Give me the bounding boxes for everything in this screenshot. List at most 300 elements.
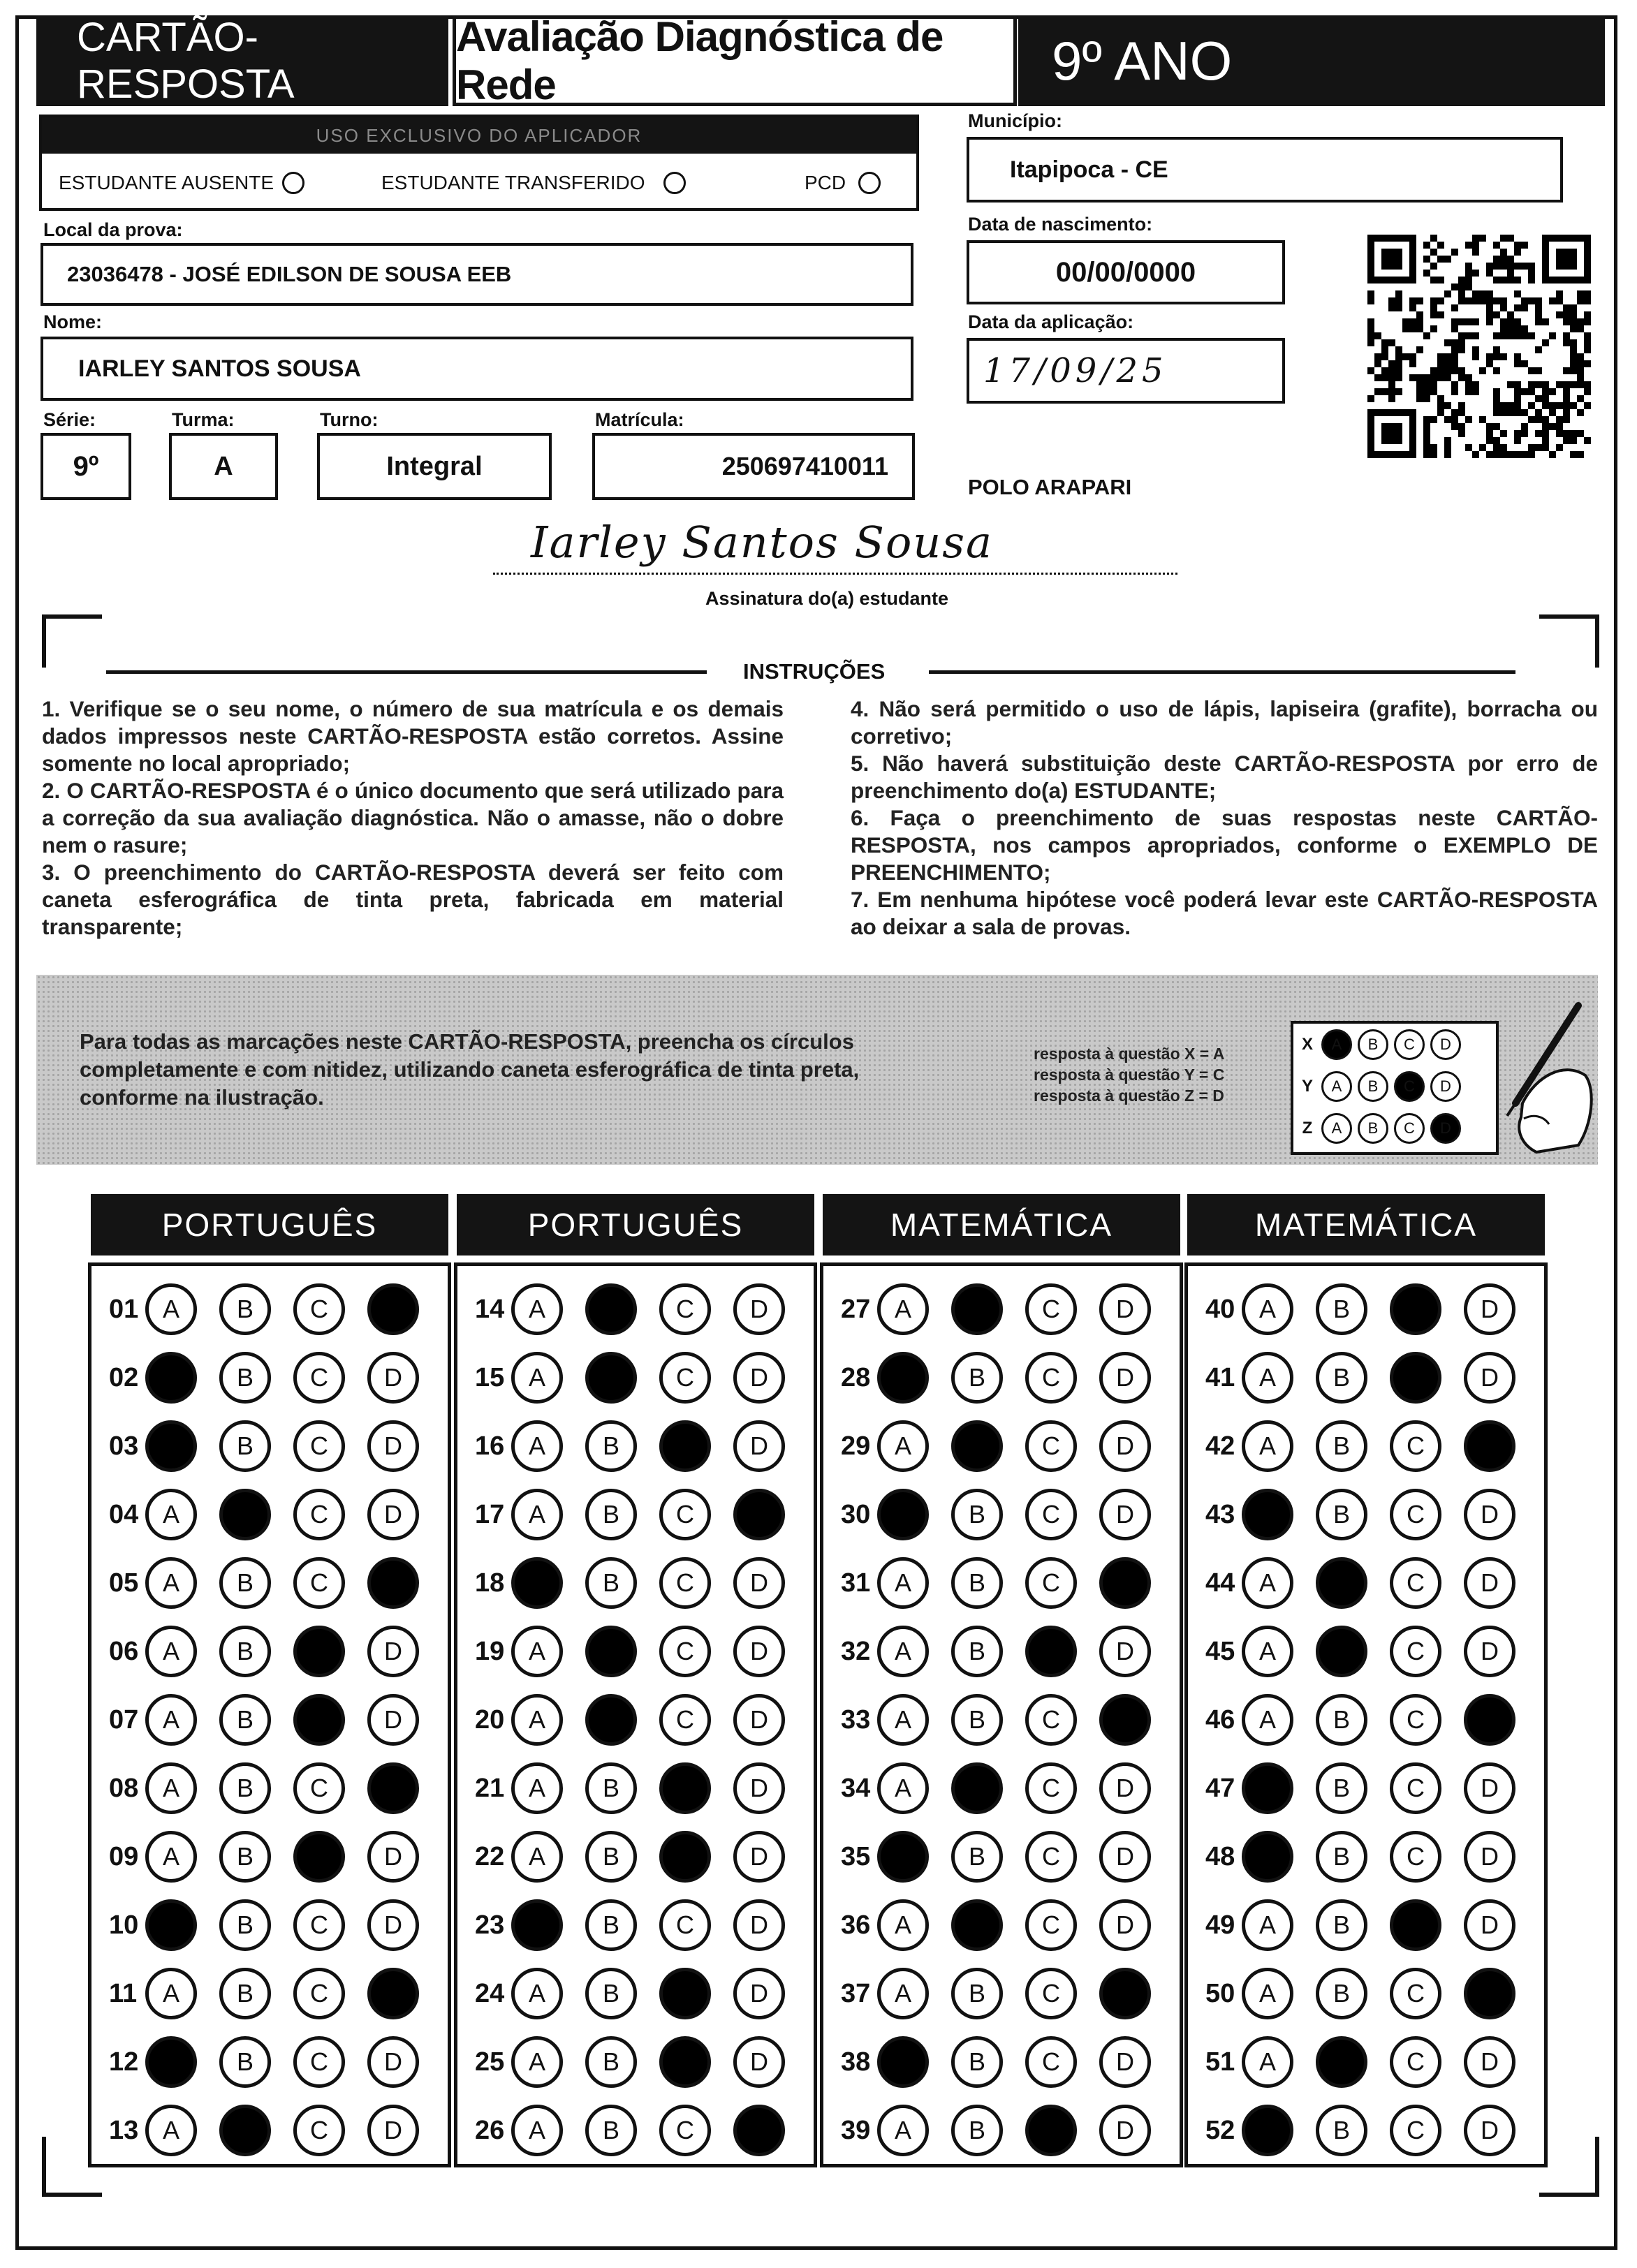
answer-bubble-b[interactable]: B: [1316, 1352, 1367, 1404]
qr-module: [1556, 311, 1563, 318]
answer-bubble-b[interactable]: B: [219, 1626, 271, 1677]
qr-module: [1444, 339, 1451, 346]
answer-bubble-a[interactable]: A: [511, 1557, 563, 1609]
answer-bubble-d[interactable]: D: [1099, 1694, 1151, 1746]
question-row: [1205, 2031, 1538, 2093]
answer-bubble-d[interactable]: D: [1464, 1283, 1515, 1335]
answer-bubble-c[interactable]: C: [1390, 1899, 1441, 1951]
answer-bubble-d[interactable]: D: [1464, 1899, 1515, 1951]
answer-bubble-b[interactable]: B: [1316, 1283, 1367, 1335]
answer-bubble-b[interactable]: B: [219, 2105, 271, 2156]
answer-bubble-b[interactable]: B: [585, 1420, 637, 1472]
answer-bubble-a[interactable]: A: [511, 1899, 563, 1951]
question-row: [1205, 1620, 1538, 1683]
answer-bubble-c[interactable]: C: [1390, 2036, 1441, 2088]
answer-bubble-a[interactable]: A: [877, 2036, 929, 2088]
answer-bubble-a[interactable]: A: [1242, 2036, 1293, 2088]
qr-module: [1556, 297, 1563, 304]
qr-module: [1430, 304, 1437, 311]
legend-item: resposta à questão Y = C: [1034, 1066, 1225, 1084]
answer-bubble-a[interactable]: A: [511, 1626, 563, 1677]
answer-bubble-c[interactable]: C: [293, 1762, 345, 1814]
qr-module: [1563, 416, 1570, 423]
answer-bubble-d[interactable]: D: [367, 1420, 419, 1472]
pcd-option[interactable]: [805, 172, 881, 194]
qr-module: [1500, 249, 1507, 256]
question-row: [841, 1346, 1173, 1409]
question-row: [109, 1620, 441, 1683]
answer-bubble-d[interactable]: D: [1464, 1968, 1515, 2019]
answer-bubble-a[interactable]: A: [1242, 1694, 1293, 1746]
qr-module: [1584, 332, 1591, 339]
answer-bubble-a[interactable]: A: [1242, 1489, 1293, 1540]
qr-module: [1423, 444, 1430, 451]
answer-bubble-a[interactable]: A: [877, 1831, 929, 1883]
qr-module: [1458, 284, 1465, 290]
answer-bubble-a[interactable]: A: [511, 1694, 563, 1746]
answer-bubble-b[interactable]: B: [1316, 1831, 1367, 1883]
answer-bubble-a[interactable]: A: [511, 2036, 563, 2088]
qr-module: [1472, 353, 1479, 360]
answer-bubble-c[interactable]: C: [1025, 1352, 1077, 1404]
answer-bubble-b[interactable]: B: [951, 2036, 1003, 2088]
qr-module: [1563, 367, 1570, 374]
answer-bubble-c[interactable]: C: [293, 2036, 345, 2088]
answer-bubble-c[interactable]: C: [1025, 2036, 1077, 2088]
answer-bubble-a[interactable]: A: [877, 1489, 929, 1540]
answer-bubble-c[interactable]: C: [1390, 1557, 1441, 1609]
answer-bubble-b[interactable]: B: [585, 2105, 637, 2156]
answer-bubble-c[interactable]: C: [1390, 1694, 1441, 1746]
answer-bubble-b[interactable]: B: [951, 1283, 1003, 1335]
answer-bubble-a[interactable]: A: [511, 2105, 563, 2156]
answer-bubble-b[interactable]: B: [1316, 1762, 1367, 1814]
answer-bubble-a[interactable]: A: [877, 1626, 929, 1677]
answer-bubble-c[interactable]: C: [1390, 1762, 1441, 1814]
answer-bubble-d[interactable]: D: [1099, 1420, 1151, 1472]
answer-bubble-c[interactable]: C: [659, 1626, 711, 1677]
answer-bubble-d[interactable]: D: [1099, 1831, 1151, 1883]
qr-module: [1584, 360, 1591, 367]
answer-bubble-a[interactable]: A: [1242, 2105, 1293, 2156]
question-number: 24: [475, 1978, 505, 2008]
question-number: 21: [475, 1773, 505, 1803]
answer-bubble-d[interactable]: D: [1099, 1899, 1151, 1951]
answer-bubble-d[interactable]: D: [367, 1694, 419, 1746]
question-row: [475, 2031, 807, 2093]
answer-bubble-a[interactable]: A: [511, 1489, 563, 1540]
answer-bubble-a[interactable]: A: [511, 1420, 563, 1472]
question-number: 08: [109, 1773, 139, 1803]
answer-bubble-d[interactable]: D: [1464, 1489, 1515, 1540]
qr-module: [1570, 360, 1577, 367]
question-number: 17: [475, 1499, 505, 1529]
answer-bubble-c[interactable]: C: [293, 1352, 345, 1404]
answer-bubble-b[interactable]: B: [219, 1694, 271, 1746]
answer-bubble-b[interactable]: B: [1316, 1420, 1367, 1472]
qr-module: [1577, 430, 1584, 437]
example-question-letter: Y: [1301, 1077, 1313, 1096]
qr-module: [1535, 395, 1542, 402]
answer-bubble-a[interactable]: A: [1242, 1762, 1293, 1814]
answer-bubble-c[interactable]: C: [1025, 1420, 1077, 1472]
question-row: [1205, 1415, 1538, 1478]
qr-module: [1374, 332, 1381, 339]
qr-module: [1458, 346, 1465, 353]
qr-module: [1521, 263, 1528, 270]
qr-module: [1472, 270, 1479, 277]
example-bubble-b: B: [1358, 1071, 1388, 1102]
answer-bubble-b[interactable]: B: [1316, 1899, 1367, 1951]
answer-bubble-b[interactable]: B: [585, 1626, 637, 1677]
answer-bubble-a[interactable]: A: [145, 2036, 197, 2088]
answer-bubble-b[interactable]: B: [585, 1694, 637, 1746]
example-bubble-a: A: [1321, 1071, 1352, 1102]
answer-bubble-c[interactable]: C: [659, 1489, 711, 1540]
answer-bubble-c[interactable]: C: [1025, 1694, 1077, 1746]
answer-bubble-c[interactable]: C: [1390, 1489, 1441, 1540]
answer-bubble-d[interactable]: D: [367, 1899, 419, 1951]
qr-module: [1542, 430, 1549, 437]
answer-bubble-a[interactable]: A: [877, 1899, 929, 1951]
answer-bubble-c[interactable]: C: [293, 1283, 345, 1335]
qr-module: [1549, 451, 1556, 458]
answer-bubble-b[interactable]: B: [1316, 2036, 1367, 2088]
qr-module: [1542, 318, 1549, 325]
answer-bubble-c[interactable]: C: [1390, 2105, 1441, 2156]
answer-bubble-d[interactable]: D: [367, 1626, 419, 1677]
instructions-right: [851, 695, 1598, 941]
answer-bubble-b[interactable]: B: [1316, 1694, 1367, 1746]
qr-module: [1423, 270, 1430, 277]
qr-module: [1493, 367, 1500, 374]
answer-bubble-c[interactable]: C: [1390, 1283, 1441, 1335]
answer-bubble-b[interactable]: B: [951, 1831, 1003, 1883]
answer-bubble-d[interactable]: D: [367, 2036, 419, 2088]
answer-bubble-d[interactable]: D: [1099, 2105, 1151, 2156]
question-row: [1205, 1346, 1538, 1409]
qr-module: [1367, 318, 1374, 325]
answer-bubble-c[interactable]: C: [293, 1831, 345, 1883]
answer-bubble-d[interactable]: D: [733, 1626, 785, 1677]
answer-bubble-b[interactable]: B: [219, 1420, 271, 1472]
answer-bubble-c[interactable]: C: [1025, 1489, 1077, 1540]
answer-bubble-c[interactable]: C: [293, 2105, 345, 2156]
answer-bubble-c[interactable]: C: [293, 1489, 345, 1540]
qr-module: [1556, 430, 1563, 437]
answer-bubble-d[interactable]: D: [733, 1899, 785, 1951]
answer-bubble-d[interactable]: D: [367, 1762, 419, 1814]
qr-module: [1521, 325, 1528, 332]
answer-bubble-d[interactable]: D: [367, 1831, 419, 1883]
answer-bubble-a[interactable]: A: [145, 1489, 197, 1540]
answer-bubble-b[interactable]: B: [585, 2036, 637, 2088]
answer-bubble-b[interactable]: B: [951, 1557, 1003, 1609]
answer-bubble-d[interactable]: D: [733, 1352, 785, 1404]
answer-bubble-c[interactable]: C: [1025, 1968, 1077, 2019]
qr-module: [1493, 388, 1500, 395]
answer-bubble-c[interactable]: C: [1390, 1420, 1441, 1472]
answer-bubble-b[interactable]: B: [951, 1694, 1003, 1746]
answer-bubble-b[interactable]: B: [951, 1489, 1003, 1540]
answer-bubble-d[interactable]: D: [733, 1968, 785, 2019]
qr-module: [1493, 395, 1500, 402]
qr-module: [1563, 304, 1570, 311]
answer-bubble-b[interactable]: B: [951, 1899, 1003, 1951]
answer-bubble-c[interactable]: C: [1025, 2105, 1077, 2156]
answer-bubble-b[interactable]: B: [219, 1899, 271, 1951]
answer-bubble-d[interactable]: D: [1464, 1557, 1515, 1609]
answer-bubble-a[interactable]: A: [145, 1694, 197, 1746]
answer-bubble-c[interactable]: C: [1025, 1557, 1077, 1609]
answer-bubble-b[interactable]: B: [585, 1489, 637, 1540]
answer-bubble-a[interactable]: A: [1242, 1420, 1293, 1472]
answer-bubble-d[interactable]: D: [1099, 1762, 1151, 1814]
answer-bubble-b[interactable]: B: [585, 1899, 637, 1951]
answer-bubble-d[interactable]: D: [1464, 1626, 1515, 1677]
qr-module: [1535, 409, 1542, 416]
answer-bubble-a[interactable]: A: [877, 2105, 929, 2156]
answer-bubble-c[interactable]: C: [1025, 1831, 1077, 1883]
answer-bubble-b[interactable]: B: [1316, 1489, 1367, 1540]
answer-bubble-d[interactable]: D: [1099, 1968, 1151, 2019]
answer-bubble-a[interactable]: A: [511, 1831, 563, 1883]
answer-bubble-c[interactable]: C: [293, 1557, 345, 1609]
qr-module: [1507, 263, 1514, 270]
answer-bubble-a[interactable]: A: [145, 1352, 197, 1404]
answer-bubble-c[interactable]: C: [293, 1899, 345, 1951]
answer-bubble-c[interactable]: C: [293, 1626, 345, 1677]
answer-bubble-a[interactable]: A: [1242, 1283, 1293, 1335]
answer-bubble-c[interactable]: C: [293, 1968, 345, 2019]
answer-bubble-a[interactable]: A: [145, 1283, 197, 1335]
transferred-circle[interactable]: [663, 172, 686, 194]
answer-bubble-d[interactable]: D: [1464, 1831, 1515, 1883]
answer-bubble-a[interactable]: A: [877, 1968, 929, 2019]
answer-bubble-d[interactable]: D: [733, 1557, 785, 1609]
qr-module: [1563, 402, 1570, 409]
answer-bubble-d[interactable]: D: [367, 1557, 419, 1609]
class-label: Turma:: [172, 409, 235, 430]
answer-bubble-b[interactable]: B: [585, 1352, 637, 1404]
answer-bubble-c[interactable]: C: [1025, 1762, 1077, 1814]
answer-bubble-b[interactable]: B: [1316, 1557, 1367, 1609]
qr-module: [1416, 297, 1423, 304]
qr-module: [1472, 235, 1479, 242]
answer-bubble-a[interactable]: A: [145, 2105, 197, 2156]
qr-module: [1570, 381, 1577, 388]
qr-module: [1444, 256, 1451, 263]
answer-bubble-b[interactable]: B: [219, 1283, 271, 1335]
answer-bubble-d[interactable]: D: [733, 2036, 785, 2088]
answer-bubble-d[interactable]: D: [733, 1831, 785, 1883]
answer-bubble-b[interactable]: B: [219, 1762, 271, 1814]
answer-bubble-c[interactable]: C: [659, 2105, 711, 2156]
answer-bubble-d[interactable]: D: [733, 2105, 785, 2156]
qr-module: [1381, 249, 1402, 270]
answer-bubble-d[interactable]: D: [1464, 2036, 1515, 2088]
answer-bubble-c[interactable]: C: [659, 1899, 711, 1951]
qr-module: [1430, 311, 1437, 318]
answer-bubble-d[interactable]: D: [1099, 1557, 1151, 1609]
question-number: 20: [475, 1704, 505, 1735]
answer-bubble-b[interactable]: B: [951, 1968, 1003, 2019]
answer-bubble-a[interactable]: A: [877, 1420, 929, 1472]
qr-module: [1493, 451, 1500, 458]
answer-bubble-a[interactable]: A: [145, 1626, 197, 1677]
qr-module: [1542, 444, 1549, 451]
answer-bubble-d[interactable]: D: [1464, 1420, 1515, 1472]
answer-bubble-a[interactable]: A: [1242, 1968, 1293, 2019]
answer-bubble-b[interactable]: B: [951, 2105, 1003, 2156]
qr-module: [1374, 388, 1381, 395]
hand-pen-icon: [1474, 999, 1599, 1166]
corner-bracket-bottom-right: [1539, 2137, 1599, 2197]
answer-bubble-d[interactable]: D: [1464, 1694, 1515, 1746]
qr-module: [1556, 381, 1563, 388]
answer-bubble-c[interactable]: C: [293, 1694, 345, 1746]
answer-bubble-d[interactable]: D: [1099, 1352, 1151, 1404]
answer-bubble-d[interactable]: D: [733, 1489, 785, 1540]
answer-bubble-b[interactable]: B: [585, 1831, 637, 1883]
question-number: 27: [841, 1294, 871, 1324]
answer-bubble-d[interactable]: D: [367, 2105, 419, 2156]
answer-bubble-b[interactable]: B: [219, 1557, 271, 1609]
answer-bubble-a[interactable]: A: [145, 1420, 197, 1472]
answer-bubble-a[interactable]: A: [1242, 1352, 1293, 1404]
answer-bubble-c[interactable]: C: [1390, 1968, 1441, 2019]
answer-bubble-c[interactable]: C: [293, 1420, 345, 1472]
answer-bubble-b[interactable]: B: [1316, 1968, 1367, 2019]
answer-bubble-c[interactable]: C: [1025, 1283, 1077, 1335]
corner-bracket-top-left: [42, 614, 102, 668]
qr-module: [1528, 263, 1535, 270]
qr-module: [1500, 430, 1507, 437]
answer-bubble-d[interactable]: D: [733, 1762, 785, 1814]
answer-bubble-a[interactable]: A: [511, 1283, 563, 1335]
qr-module: [1500, 304, 1507, 311]
qr-module: [1395, 353, 1402, 360]
answer-bubble-a[interactable]: A: [145, 1557, 197, 1609]
answer-bubble-c[interactable]: C: [1025, 1626, 1077, 1677]
answer-bubble-c[interactable]: C: [659, 1420, 711, 1472]
answer-bubble-b[interactable]: B: [219, 2036, 271, 2088]
answer-bubble-c[interactable]: C: [1390, 1831, 1441, 1883]
answer-bubble-b[interactable]: B: [951, 1352, 1003, 1404]
absent-circle[interactable]: [282, 172, 304, 194]
question-number: 06: [109, 1636, 139, 1666]
answer-bubble-d[interactable]: D: [367, 1968, 419, 2019]
answer-bubble-d[interactable]: D: [367, 1489, 419, 1540]
answer-bubble-a[interactable]: A: [1242, 1899, 1293, 1951]
answer-bubble-a[interactable]: A: [511, 1762, 563, 1814]
answer-bubble-a[interactable]: A: [1242, 1557, 1293, 1609]
answer-bubble-a[interactable]: A: [877, 1352, 929, 1404]
absent-option[interactable]: [59, 172, 304, 194]
answer-bubble-c[interactable]: C: [659, 1283, 711, 1335]
answer-bubble-a[interactable]: A: [877, 1762, 929, 1814]
fill-example-grid: [1291, 1021, 1499, 1155]
answer-bubble-b[interactable]: B: [219, 1489, 271, 1540]
qr-module: [1577, 395, 1584, 402]
example-bubble-c: C: [1394, 1113, 1425, 1144]
answer-bubble-b[interactable]: B: [1316, 1626, 1367, 1677]
answer-bubble-c[interactable]: C: [659, 1557, 711, 1609]
answer-bubble-d[interactable]: D: [1464, 1762, 1515, 1814]
answer-bubble-c[interactable]: C: [659, 1762, 711, 1814]
answer-bubble-a[interactable]: A: [145, 1899, 197, 1951]
answer-bubble-a[interactable]: A: [1242, 1626, 1293, 1677]
answer-bubble-d[interactable]: D: [733, 1694, 785, 1746]
answer-bubble-a[interactable]: A: [145, 1762, 197, 1814]
transferred-option[interactable]: [381, 172, 686, 194]
answer-bubble-b[interactable]: B: [951, 1762, 1003, 1814]
answer-bubble-d[interactable]: D: [1099, 1626, 1151, 1677]
answer-bubble-a[interactable]: A: [511, 1968, 563, 2019]
answer-bubble-c[interactable]: C: [1390, 1352, 1441, 1404]
answer-bubble-d[interactable]: D: [733, 1420, 785, 1472]
answer-bubble-d[interactable]: D: [1099, 1489, 1151, 1540]
answer-bubble-a[interactable]: A: [877, 1557, 929, 1609]
qr-module: [1423, 332, 1430, 339]
answer-bubble-c[interactable]: C: [659, 1694, 711, 1746]
answer-bubble-c[interactable]: C: [659, 1831, 711, 1883]
answer-bubble-a[interactable]: A: [511, 1352, 563, 1404]
qr-module: [1409, 325, 1416, 332]
qr-module: [1514, 402, 1521, 409]
example-question-letter: Z: [1302, 1119, 1313, 1137]
answer-bubble-b[interactable]: B: [585, 1968, 637, 2019]
answer-bubble-c[interactable]: C: [1025, 1899, 1077, 1951]
answer-bubble-b[interactable]: B: [1316, 2105, 1367, 2156]
answer-bubble-d[interactable]: D: [1464, 2105, 1515, 2156]
qr-module: [1381, 339, 1388, 346]
answer-bubble-d[interactable]: D: [1099, 1283, 1151, 1335]
answer-bubble-b[interactable]: B: [585, 1283, 637, 1335]
answer-bubble-b[interactable]: B: [951, 1626, 1003, 1677]
answer-bubble-b[interactable]: B: [219, 1831, 271, 1883]
qr-module: [1451, 249, 1458, 256]
answer-bubble-c[interactable]: C: [659, 1968, 711, 2019]
answer-bubble-b[interactable]: B: [585, 1762, 637, 1814]
answer-bubble-a[interactable]: A: [145, 1831, 197, 1883]
answer-bubble-b[interactable]: B: [219, 1352, 271, 1404]
instruction-item: 3. O preenchimento do CARTÃO-RESPOSTA deverá ser feito com caneta esferográfica de tinta preta, fabricada em material transparente;: [42, 860, 784, 939]
answer-bubble-a[interactable]: A: [1242, 1831, 1293, 1883]
answer-bubble-c[interactable]: C: [659, 1352, 711, 1404]
qr-module: [1500, 256, 1507, 263]
qr-module: [1542, 437, 1549, 444]
qr-module: [1563, 381, 1570, 388]
answer-bubble-b[interactable]: B: [585, 1557, 637, 1609]
qr-module: [1542, 381, 1549, 388]
answer-bubble-c[interactable]: C: [1390, 1626, 1441, 1677]
answer-bubble-b[interactable]: B: [951, 1420, 1003, 1472]
answer-bubble-d[interactable]: D: [367, 1352, 419, 1404]
answer-bubble-b[interactable]: B: [219, 1968, 271, 2019]
section-header: PORTUGUÊS: [457, 1194, 814, 1256]
answer-bubble-a[interactable]: A: [877, 1694, 929, 1746]
answer-bubble-d[interactable]: D: [1464, 1352, 1515, 1404]
question-row: [475, 1688, 807, 1751]
answer-bubble-d[interactable]: D: [1099, 2036, 1151, 2088]
answer-bubble-d[interactable]: D: [733, 1283, 785, 1335]
answer-bubble-d[interactable]: D: [367, 1283, 419, 1335]
answer-bubble-a[interactable]: A: [877, 1283, 929, 1335]
answer-bubble-a[interactable]: A: [145, 1968, 197, 2019]
answer-bubble-c[interactable]: C: [659, 2036, 711, 2088]
pcd-circle[interactable]: [858, 172, 881, 194]
